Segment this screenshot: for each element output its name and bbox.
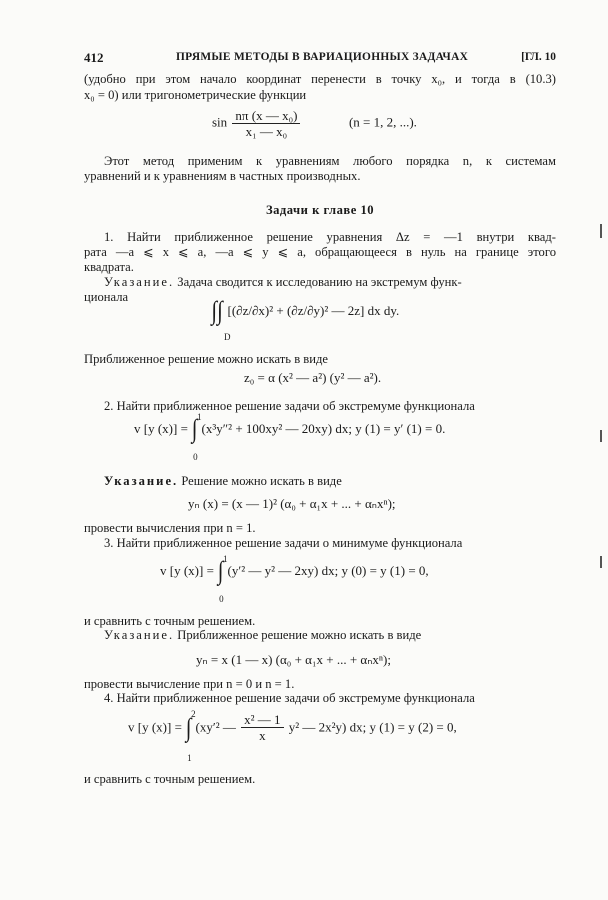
problem-1-hint-cont: ционала [84,290,129,304]
integral-sign: ∫ [185,712,192,742]
hint-label: Указание. [104,275,175,289]
intro-line-2: x₀ = 0) или тригонометрические функции [84,88,307,102]
intro-line-4: уравнений и к уравнениям в частных производных. [84,169,361,183]
hint-label: Указание. [104,474,179,488]
numerator: x² — 1 [241,712,283,728]
hint-text: Приближенное решение можно искать в виде [177,628,422,642]
functional-lhs: v [y (x)] = [134,421,188,436]
problem-1-hint [104,275,462,290]
integral-sign: ∫ [217,556,224,585]
upper-limit: 2 [191,708,196,719]
integral-sign: ∫∫ [211,296,223,325]
upper-limit: 1 [197,412,202,422]
scan-mark [600,430,602,442]
problem-3-line-3: провести вычисление при n = 0 и n = 1. [84,677,295,691]
formula-sin-denominator: x₁ — x₀ [245,124,288,139]
formula-double-integral [210,296,399,340]
integrand-a: (xy′² — [195,719,236,735]
integrand: (y′² — y² — 2xy) dx; y (0) = y (1) = 0, [227,563,429,578]
fraction [241,712,283,743]
formula-problem-4 [128,708,457,763]
page-number: 412 [84,50,104,65]
problem-2-line-1: 2. Найти приближенное решение задачи об экстремуме функционала [104,399,475,413]
formula-problem-2 [134,412,446,462]
formula-yn-2: yₙ (x) = (x — 1)² (α₀ + α₁x + ... + αₙxⁿ); [188,496,396,511]
denominator: x [259,728,266,743]
integrand-b: y² — 2x²y) dx; y (1) = y (2) = 0, [288,719,457,735]
formula-problem-3 [160,554,429,604]
page-header [84,50,556,68]
formula-sin-numerator: nπ (x — x₀) [232,108,300,124]
section-title: Задачи к главе 10 [265,203,375,217]
formula-z0: z₀ = α (x² — a²) (y² — a²). [244,370,382,385]
formula-sin-fn: sin [212,114,228,130]
lower-limit: 0 [193,452,198,462]
hint-label: Указание. [104,628,175,642]
problem-3-line-2: и сравнить с точным решением. [84,614,256,628]
problem-4-line-2: и сравнить с точным решением. [84,772,256,786]
problem-1-line-4: Приближенное решение можно искать в виде [84,352,328,366]
hint-text: Задача сводится к исследованию на экстремум функ- [177,275,462,289]
functional-lhs: v [y (x)] = [128,719,182,735]
formula-sin-condition: (n = 1, 2, ...). [348,114,417,130]
functional-lhs: v [y (x)] = [160,563,214,578]
hint-text: Решение можно искать в виде [181,474,342,488]
problem-3-hint [104,628,421,643]
formula-sin [212,108,417,139]
scan-mark [600,224,602,238]
problem-3-line-1: 3. Найти приближенное решение задачи о минимуме функционала [104,536,463,550]
integral-domain: D [224,332,231,342]
chapter-marker: [ГЛ. 10 [521,51,556,63]
integrand: [(∂z/∂x)² + (∂z/∂y)² — 2z] dx dy. [227,303,400,318]
running-title: ПРЯМЫЕ МЕТОДЫ В ВАРИАЦИОННЫХ ЗАДАЧАХ [176,51,469,63]
problem-1-line-1: 1. Найти приближенное решение уравнения Δz = —1 внутри квад- [104,230,556,244]
problem-2-line-2: провести вычисления при n = 1. [84,521,256,535]
intro-line-1: (удобно при этом начало координат перенести в точку x₀, и тогда в (10.3) [84,72,556,86]
formula-sin-fraction [232,108,300,139]
intro-line-3: Этот метод применим к уравнениям любого порядка n, к системам [104,154,556,168]
integral-sign: ∫ [191,414,198,443]
integrand: (x³y″² + 100xy² — 20xy) dx; y (1) = y′ (1) = 0. [201,421,446,436]
upper-limit: 1 [223,554,228,564]
lower-limit: 1 [187,752,192,763]
problem-4-line-1: 4. Найти приближенное решение задачи об экстремуме функционала [104,691,475,705]
lower-limit: 0 [219,594,224,604]
problem-1-line-2: рата —a ⩽ x ⩽ a, —a ⩽ y ⩽ a, обращающееся в нуль на границе этого [84,245,556,259]
problem-1-line-3: квадрата. [84,260,134,274]
formula-yn-3: yₙ = x (1 — x) (α₀ + α₁x + ... + αₙxⁿ); [196,652,391,667]
problem-2-hint [104,474,342,489]
scan-mark [600,556,602,568]
